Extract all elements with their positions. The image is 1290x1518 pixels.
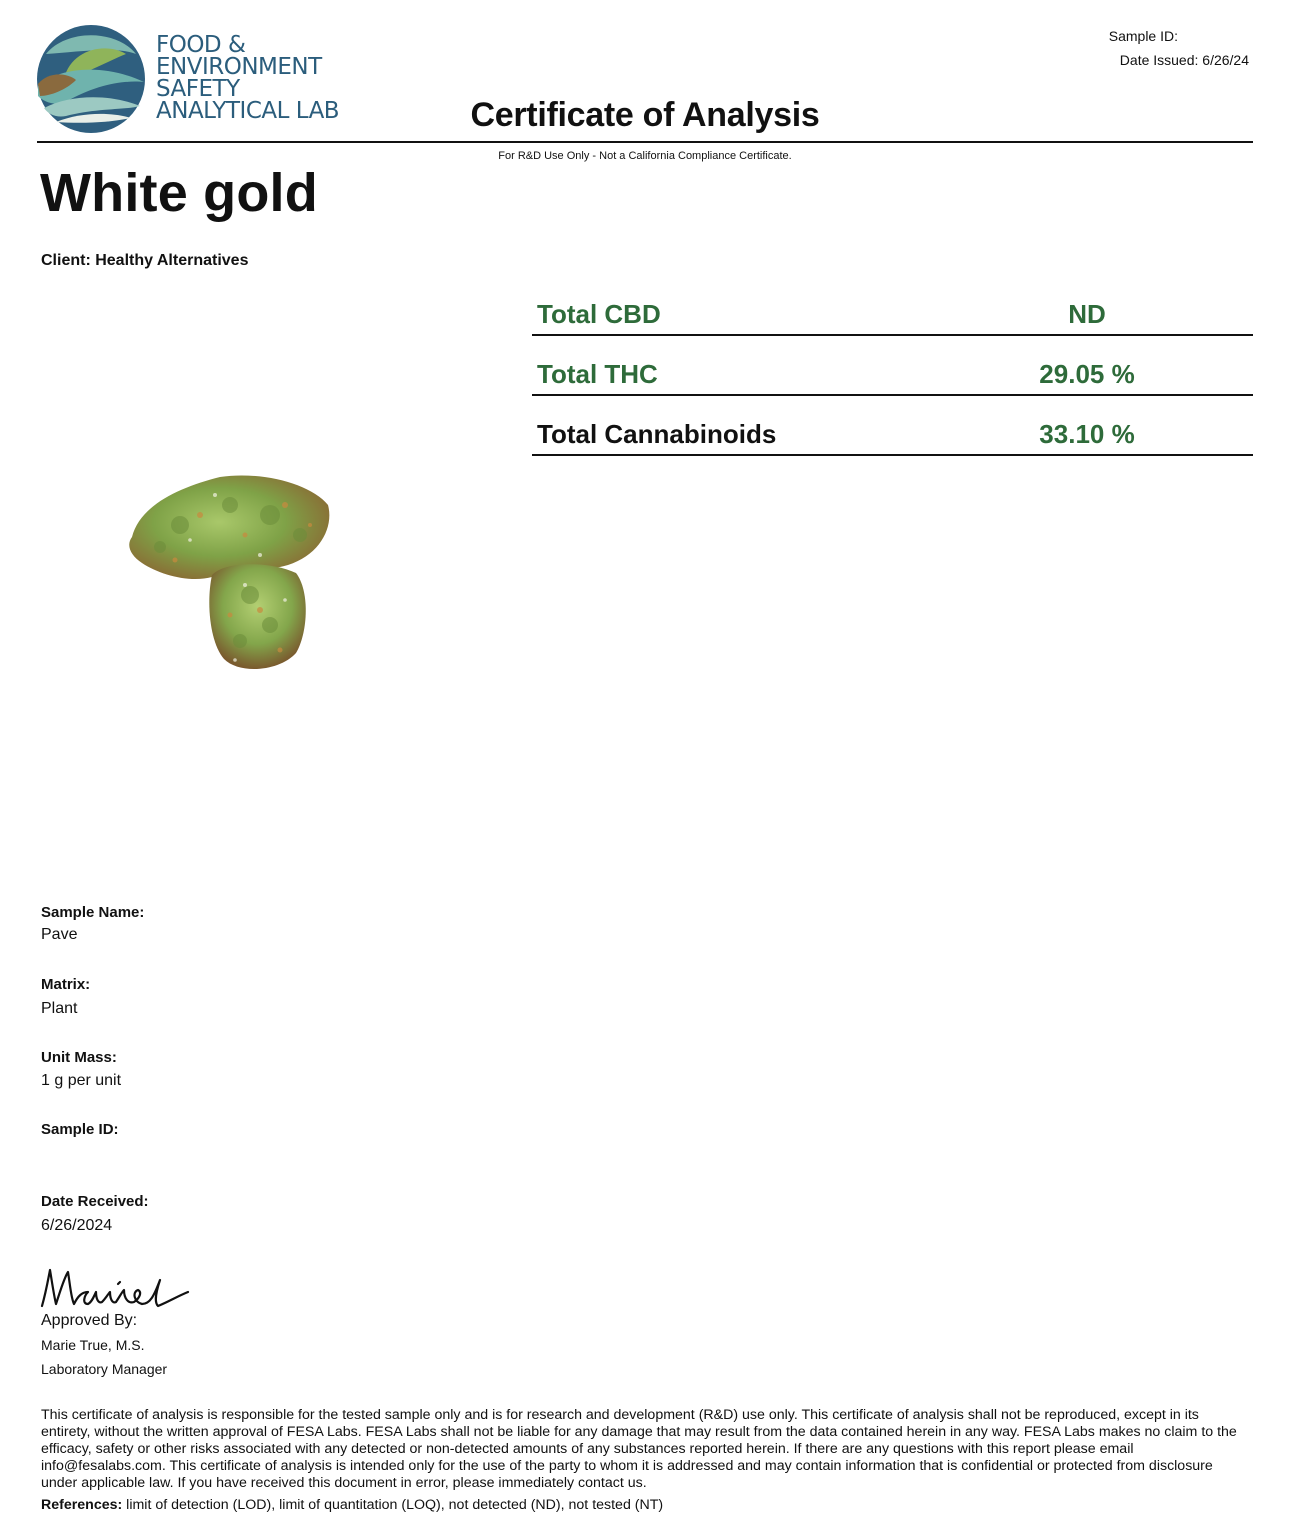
summary-label: Total CBD (537, 299, 661, 329)
date-received-value: 6/26/2024 (41, 1217, 113, 1234)
sample-name-value: Pave (41, 926, 78, 943)
sample-name-label: Sample Name: (41, 904, 145, 921)
matrix-label: Matrix: (41, 976, 91, 993)
references-text: limit of detection (LOD), limit of quantitation (LOQ), not detected (ND), not tested (NT) (122, 1497, 664, 1513)
summary-value: 29.05 % (1039, 359, 1135, 389)
certificate-title: Certificate of Analysis (470, 96, 820, 134)
summary-value: 33.10 % (1039, 419, 1135, 449)
logo-line: ENVIRONMENT (156, 54, 322, 80)
logo-line: ANALYTICAL LAB (156, 98, 340, 124)
summary-row-total-cbd (532, 294, 1253, 336)
header-sample-id: Sample ID: (1108, 28, 1178, 44)
unit-mass-value: 1 g per unit (41, 1072, 122, 1089)
disclaimer-text: This certificate of analysis is responsible for the tested sample only and is for research and development (R&D) use only. This certificate of analysis shall not be reproduced, except in its entirety, without the written approval of FESA Labs. FESA Labs shall not be liable for any damage that may result from the data contained herein in any way. FESA Labs makes no claim to the efficacy, safety or other risks associated with any detected or non-detected amounts of any substances reported herein. If there are any questions with this report please email info@fesalabs.com. This certificate of analysis is intended only for the use of the party to whom it is addressed and may contain information that is confidential or protected from disclosure under applicable law. If you have received this document in error, please immediately contact us. (41, 1407, 1237, 1491)
references (41, 1497, 663, 1513)
matrix-value: Plant (41, 1000, 78, 1017)
product-bud-image (120, 465, 340, 680)
approved-by-label: Approved By: (41, 1312, 138, 1329)
date-received-label: Date Received: (41, 1193, 149, 1210)
approver-name: Marie True, M.S. (41, 1337, 145, 1353)
product-name: White gold (40, 163, 318, 223)
summary-label: Total THC (537, 359, 658, 389)
summary-row-total-thc (532, 354, 1253, 396)
handwritten-signature (38, 1262, 190, 1314)
date-issued: Date Issued: 6/26/24 (1119, 52, 1249, 68)
header-divider (37, 141, 1253, 143)
unit-mass-label: Unit Mass: (41, 1049, 117, 1066)
client-name: Client: Healthy Alternatives (41, 252, 249, 269)
summary-value: ND (1068, 299, 1106, 329)
summary-row-total-cannabinoids (532, 414, 1253, 456)
rd-use-note: For R&D Use Only - Not a California Compliance Certificate. (498, 150, 792, 162)
approver-title: Laboratory Manager (41, 1361, 168, 1377)
references-label: References: (41, 1497, 123, 1513)
sample-id-label: Sample ID: (41, 1121, 119, 1138)
summary-label: Total Cannabinoids (537, 419, 777, 449)
logo-line: FOOD & (156, 32, 246, 58)
logo-line: SAFETY (156, 76, 240, 102)
